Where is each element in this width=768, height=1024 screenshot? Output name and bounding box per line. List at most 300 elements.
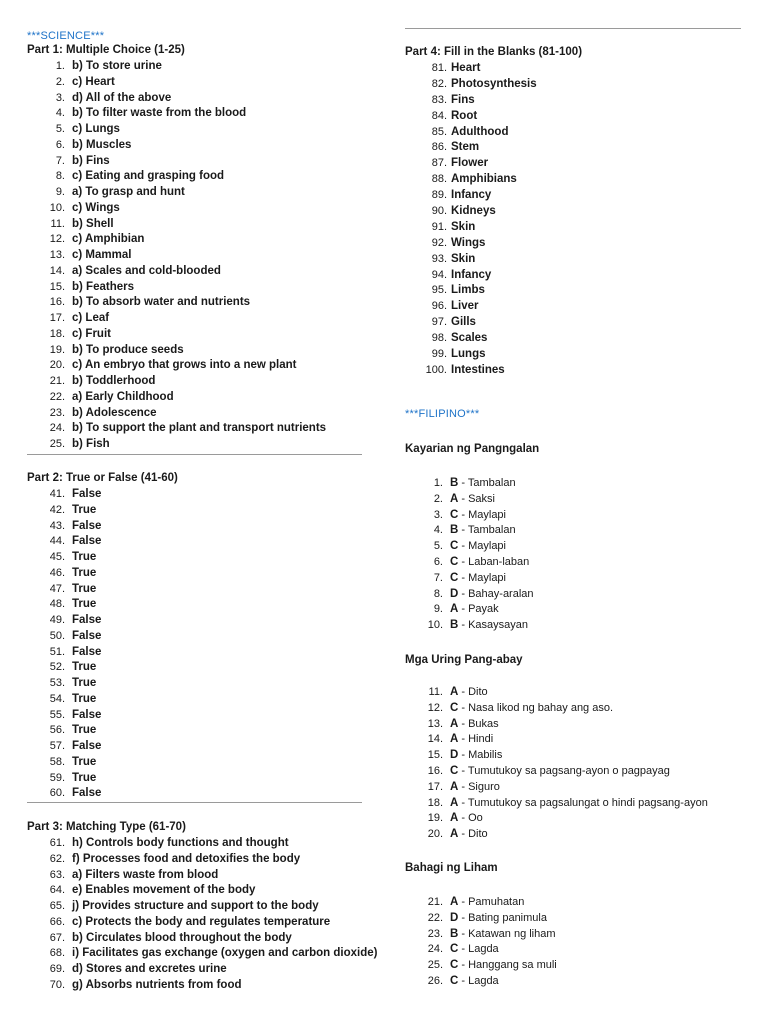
filipino-section-label: ***FILIPINO*** bbox=[405, 408, 480, 420]
answer-item bbox=[27, 487, 101, 503]
item-answer bbox=[443, 732, 493, 748]
item-answer: c) Mammal bbox=[72, 249, 132, 261]
answer-text: - Bahay-aralan bbox=[458, 587, 534, 600]
item-answer: Infancy bbox=[451, 189, 492, 202]
item-answer: h) Controls body functions and thought bbox=[72, 837, 289, 849]
item-number: 21. bbox=[427, 896, 443, 908]
item-number: 89. bbox=[431, 189, 447, 202]
item-answer: Infancy bbox=[451, 268, 492, 281]
answer-item bbox=[27, 550, 101, 566]
item-number: 44. bbox=[49, 535, 65, 548]
answer-letter: C bbox=[450, 943, 459, 956]
item-answer: b) To support the plant and transport nutrients bbox=[72, 422, 327, 435]
answer-letter: C bbox=[450, 764, 459, 777]
item-number: 11. bbox=[50, 217, 65, 230]
item-number: 98. bbox=[431, 332, 447, 345]
answer-item bbox=[405, 172, 537, 188]
item-number: 65. bbox=[49, 900, 65, 912]
answer-item bbox=[405, 61, 537, 77]
item-number: 16. bbox=[49, 296, 65, 309]
answer-item bbox=[405, 523, 534, 539]
item-number: 45. bbox=[49, 551, 65, 563]
item-number: 6. bbox=[55, 138, 65, 151]
part4-title: Part 4: Fill in the Blanks (81-100) bbox=[405, 46, 583, 58]
item-number: 20. bbox=[427, 828, 443, 841]
item-answer: b) Muscles bbox=[72, 138, 132, 151]
item-number: 4. bbox=[55, 107, 65, 120]
item-answer: Intestines bbox=[451, 363, 505, 376]
answer-letter: C bbox=[450, 571, 459, 584]
answer-text: - Saksi bbox=[458, 492, 495, 505]
answer-item bbox=[405, 476, 534, 492]
item-number: 86. bbox=[431, 141, 447, 154]
item-number: 13. bbox=[427, 717, 443, 730]
part3-title: Part 3: Matching Type (61-70) bbox=[27, 821, 186, 833]
item-answer: a) Early Childhood bbox=[72, 390, 174, 403]
item-answer: False bbox=[72, 535, 102, 548]
answer-item bbox=[27, 676, 101, 692]
item-answer bbox=[443, 571, 506, 587]
item-number: 15. bbox=[427, 749, 443, 762]
answer-item bbox=[27, 836, 377, 852]
item-answer bbox=[443, 476, 516, 492]
answer-item bbox=[405, 363, 537, 379]
answer-item bbox=[27, 358, 326, 374]
item-number: 83. bbox=[431, 93, 447, 106]
part4-list bbox=[405, 61, 537, 379]
answer-item bbox=[27, 613, 101, 629]
part1-title: Part 1: Multiple Choice (1-25) bbox=[27, 44, 185, 56]
item-number: 68. bbox=[49, 947, 65, 960]
answer-item bbox=[27, 59, 326, 75]
answer-item bbox=[27, 248, 326, 264]
answer-item bbox=[27, 138, 326, 154]
answer-item bbox=[27, 708, 101, 724]
answer-item bbox=[27, 201, 326, 217]
item-answer: Skin bbox=[451, 252, 476, 265]
answer-item bbox=[27, 519, 101, 535]
answer-item bbox=[405, 927, 557, 943]
answer-item bbox=[27, 582, 101, 598]
item-answer: i) Facilitates gas exchange (oxygen and carbon dioxide) bbox=[72, 947, 378, 960]
item-answer: b) Adolescence bbox=[72, 406, 157, 419]
item-answer: False bbox=[72, 519, 102, 532]
item-answer bbox=[443, 827, 488, 843]
answer-text: - Dito bbox=[458, 828, 488, 841]
item-number: 5. bbox=[55, 123, 65, 135]
item-answer: Root bbox=[451, 109, 478, 122]
item-answer bbox=[443, 602, 499, 618]
item-number: 54. bbox=[49, 692, 65, 705]
item-number: 5. bbox=[433, 540, 443, 553]
item-number: 2. bbox=[433, 492, 443, 505]
item-number: 18. bbox=[49, 327, 65, 340]
answer-item bbox=[27, 629, 101, 645]
item-number: 17. bbox=[427, 780, 443, 793]
answer-text: - Hindi bbox=[458, 733, 494, 746]
item-number: 14. bbox=[427, 733, 443, 746]
answer-letter: D bbox=[450, 587, 459, 600]
item-number: 7. bbox=[433, 571, 443, 584]
answer-item bbox=[27, 327, 326, 343]
item-answer: c) Eating and grasping food bbox=[72, 170, 225, 183]
item-number: 3. bbox=[433, 508, 443, 521]
item-answer bbox=[443, 685, 488, 701]
item-answer: True bbox=[72, 598, 97, 611]
answer-item bbox=[405, 911, 557, 927]
item-number: 100. bbox=[425, 363, 447, 376]
answer-letter: C bbox=[450, 959, 459, 972]
item-number: 69. bbox=[49, 963, 65, 975]
item-number: 18. bbox=[427, 796, 443, 809]
item-answer: Heart bbox=[451, 62, 481, 74]
item-answer: Gills bbox=[451, 316, 476, 329]
item-number: 25. bbox=[427, 959, 443, 972]
item-answer: True bbox=[72, 551, 97, 563]
item-answer: c) An embryo that grows into a new plant bbox=[72, 359, 297, 372]
item-answer: b) Circulates blood throughout the body bbox=[72, 931, 292, 944]
answer-item bbox=[27, 154, 326, 170]
answer-text: - Maylapi bbox=[458, 540, 506, 553]
kayarian-list bbox=[405, 476, 534, 634]
answer-item bbox=[27, 217, 326, 233]
answer-letter: C bbox=[450, 508, 459, 521]
answer-item bbox=[27, 915, 377, 931]
item-number: 12. bbox=[427, 701, 443, 714]
item-number: 8. bbox=[55, 170, 65, 183]
item-answer: Wings bbox=[451, 236, 486, 249]
item-answer: Amphibians bbox=[451, 173, 517, 186]
item-number: 1. bbox=[433, 477, 443, 489]
item-answer: g) Absorbs nutrients from food bbox=[72, 978, 242, 991]
item-number: 96. bbox=[431, 300, 447, 313]
item-number: 10. bbox=[427, 619, 443, 632]
answer-text: - Lagda bbox=[458, 974, 499, 987]
answer-letter: C bbox=[450, 701, 459, 714]
answer-item bbox=[27, 421, 326, 437]
pangabay-title: Mga Uring Pang-abay bbox=[405, 654, 523, 666]
item-number: 26. bbox=[427, 974, 443, 987]
item-answer: d) Stores and excretes urine bbox=[72, 963, 227, 975]
item-number: 10. bbox=[49, 201, 65, 214]
item-answer bbox=[443, 587, 534, 603]
answer-item bbox=[405, 188, 537, 204]
answer-item bbox=[405, 236, 537, 252]
item-number: 85. bbox=[431, 125, 447, 138]
liham-list bbox=[405, 895, 557, 990]
item-answer: c) Protects the body and regulates temperature bbox=[72, 915, 331, 928]
answer-item bbox=[405, 717, 708, 733]
item-number: 2. bbox=[55, 75, 65, 88]
item-answer: True bbox=[72, 724, 97, 737]
answer-text: - Hanggang sa muli bbox=[458, 959, 557, 972]
answer-item bbox=[405, 125, 537, 141]
item-number: 58. bbox=[49, 755, 65, 768]
item-answer: b) Fish bbox=[72, 438, 110, 450]
answer-item bbox=[27, 311, 326, 327]
answer-text: - Payak bbox=[458, 603, 499, 616]
answer-item bbox=[27, 978, 377, 994]
answer-item bbox=[27, 692, 101, 708]
answer-item bbox=[27, 739, 101, 755]
item-answer: True bbox=[72, 566, 97, 579]
item-number: 43. bbox=[49, 519, 65, 532]
divider-part1-part2 bbox=[27, 454, 362, 455]
answer-letter: A bbox=[450, 812, 459, 825]
item-number: 8. bbox=[433, 587, 443, 600]
item-answer bbox=[443, 508, 506, 524]
answer-item bbox=[27, 931, 377, 947]
answer-letter: C bbox=[450, 555, 459, 568]
answer-item bbox=[27, 723, 101, 739]
answer-text: - Maylapi bbox=[458, 508, 506, 521]
answer-item bbox=[27, 91, 326, 107]
item-number: 24. bbox=[49, 422, 65, 435]
item-answer: Adulthood bbox=[451, 125, 509, 138]
answer-text: - Bating panimula bbox=[458, 911, 547, 924]
item-answer: Fins bbox=[451, 93, 475, 106]
answer-letter: B bbox=[450, 524, 459, 537]
item-number: 61. bbox=[49, 837, 65, 849]
answer-item bbox=[27, 75, 326, 91]
answer-item bbox=[405, 283, 537, 299]
item-answer: a) Scales and cold-blooded bbox=[72, 264, 221, 277]
item-number: 19. bbox=[427, 812, 443, 825]
answer-text: - Tumutukoy sa pagsalungat o hindi pagsang-ayon bbox=[458, 796, 708, 809]
item-answer: a) Filters waste from blood bbox=[72, 868, 219, 881]
answer-item bbox=[405, 811, 708, 827]
answer-item bbox=[405, 508, 534, 524]
science-section-label: ***SCIENCE*** bbox=[27, 30, 105, 42]
answer-item bbox=[405, 252, 537, 268]
item-number: 95. bbox=[431, 284, 447, 297]
answer-item bbox=[405, 555, 534, 571]
item-answer: Flower bbox=[451, 157, 489, 170]
answer-item bbox=[405, 618, 534, 634]
item-answer: a) To grasp and hunt bbox=[72, 186, 185, 198]
item-answer: False bbox=[72, 708, 102, 721]
answer-item bbox=[27, 771, 101, 787]
item-answer: True bbox=[72, 755, 97, 768]
item-answer bbox=[443, 911, 547, 927]
answer-item bbox=[27, 899, 377, 915]
answer-item bbox=[27, 122, 326, 138]
answer-letter: C bbox=[450, 974, 459, 987]
item-answer bbox=[443, 523, 516, 539]
answer-item bbox=[27, 946, 377, 962]
answer-text: - Lagda bbox=[458, 943, 499, 956]
answer-text: - Maylapi bbox=[458, 571, 506, 584]
answer-item bbox=[27, 264, 326, 280]
item-answer bbox=[443, 796, 708, 812]
part2-title: Part 2: True or False (41-60) bbox=[27, 472, 178, 484]
item-number: 53. bbox=[49, 677, 65, 689]
item-number: 1. bbox=[55, 60, 65, 72]
item-number: 42. bbox=[49, 503, 65, 516]
item-answer bbox=[443, 539, 506, 555]
item-answer: b) Feathers bbox=[72, 280, 134, 293]
item-answer: b) Toddlerhood bbox=[72, 375, 156, 387]
item-answer: False bbox=[72, 488, 102, 500]
item-number: 13. bbox=[49, 249, 65, 261]
item-answer: False bbox=[72, 614, 102, 626]
answer-text: - Siguro bbox=[458, 780, 500, 793]
answer-item bbox=[27, 232, 326, 248]
item-number: 67. bbox=[49, 931, 65, 944]
item-number: 17. bbox=[49, 312, 65, 324]
answer-text: - Tambalan bbox=[458, 524, 516, 537]
answer-item bbox=[405, 220, 537, 236]
item-number: 52. bbox=[49, 661, 65, 674]
item-answer: c) Leaf bbox=[72, 312, 110, 324]
item-number: 93. bbox=[431, 252, 447, 265]
item-number: 84. bbox=[431, 109, 447, 122]
answer-text: - Tambalan bbox=[458, 477, 516, 489]
item-answer: True bbox=[72, 582, 97, 595]
answer-item bbox=[27, 374, 326, 390]
answer-item bbox=[405, 827, 708, 843]
item-answer bbox=[443, 974, 499, 990]
item-answer: True bbox=[72, 692, 97, 705]
item-answer: c) Lungs bbox=[72, 123, 120, 135]
answer-item bbox=[27, 390, 326, 406]
item-answer: Liver bbox=[451, 300, 479, 313]
item-number: 92. bbox=[431, 236, 447, 249]
answer-item bbox=[405, 204, 537, 220]
answer-letter: B bbox=[450, 927, 459, 940]
item-number: 41. bbox=[49, 488, 65, 500]
item-number: 55. bbox=[49, 708, 65, 721]
item-answer: e) Enables movement of the body bbox=[72, 884, 256, 897]
answer-letter: A bbox=[450, 733, 459, 746]
answer-item bbox=[27, 503, 101, 519]
item-number: 6. bbox=[433, 555, 443, 568]
divider-part2-part3 bbox=[27, 802, 362, 803]
item-number: 7. bbox=[55, 154, 65, 167]
item-answer: b) To absorb water and nutrients bbox=[72, 296, 251, 309]
answer-item bbox=[27, 645, 101, 661]
answer-item bbox=[27, 280, 326, 296]
item-number: 47. bbox=[49, 582, 65, 595]
answer-letter: B bbox=[450, 477, 459, 489]
item-answer bbox=[443, 717, 499, 733]
item-number: 19. bbox=[49, 343, 65, 356]
item-number: 9. bbox=[55, 186, 65, 198]
item-number: 59. bbox=[49, 771, 65, 784]
item-answer: True bbox=[72, 771, 97, 784]
item-answer bbox=[443, 895, 524, 911]
item-number: 9. bbox=[433, 603, 443, 616]
answer-text: - Kasaysayan bbox=[458, 619, 529, 632]
item-answer: True bbox=[72, 677, 97, 689]
item-number: 22. bbox=[49, 390, 65, 403]
answer-item bbox=[405, 492, 534, 508]
item-answer: b) Shell bbox=[72, 217, 114, 230]
item-number: 57. bbox=[49, 740, 65, 752]
answer-item bbox=[405, 942, 557, 958]
answer-letter: B bbox=[450, 619, 459, 632]
answer-text: - Pamuhatan bbox=[458, 896, 525, 908]
item-number: 23. bbox=[427, 927, 443, 940]
answer-item bbox=[405, 958, 557, 974]
item-answer bbox=[443, 780, 500, 796]
item-answer bbox=[443, 927, 556, 943]
answer-text: - Laban-laban bbox=[458, 555, 530, 568]
answer-item bbox=[27, 534, 101, 550]
item-answer bbox=[443, 748, 502, 764]
item-number: 25. bbox=[49, 438, 65, 450]
divider-top-right bbox=[405, 28, 741, 29]
answer-item bbox=[27, 660, 101, 676]
item-answer: False bbox=[72, 645, 102, 658]
item-number: 90. bbox=[431, 205, 447, 218]
item-number: 91. bbox=[431, 220, 447, 233]
item-answer: b) To store urine bbox=[72, 60, 162, 72]
answer-letter: C bbox=[450, 540, 459, 553]
answer-letter: A bbox=[450, 717, 459, 730]
item-answer: False bbox=[72, 740, 102, 752]
item-answer bbox=[443, 492, 495, 508]
item-number: 82. bbox=[431, 77, 447, 90]
answer-item bbox=[405, 156, 537, 172]
item-number: 99. bbox=[431, 348, 447, 361]
item-number: 94. bbox=[431, 268, 447, 281]
item-answer bbox=[443, 555, 529, 571]
kayarian-title: Kayarian ng Pangngalan bbox=[405, 443, 540, 455]
item-number: 56. bbox=[49, 724, 65, 737]
item-number: 24. bbox=[427, 943, 443, 956]
liham-title: Bahagi ng Liham bbox=[405, 862, 498, 874]
answer-letter: A bbox=[450, 828, 459, 841]
answer-item bbox=[27, 566, 101, 582]
item-answer: Scales bbox=[451, 332, 488, 345]
item-number: 81. bbox=[431, 62, 447, 74]
item-answer: c) Amphibian bbox=[72, 233, 145, 246]
part1-list bbox=[27, 59, 326, 453]
answer-item bbox=[405, 764, 708, 780]
answer-item bbox=[405, 299, 537, 315]
item-number: 60. bbox=[49, 787, 65, 800]
answer-item bbox=[27, 755, 101, 771]
item-answer: b) To produce seeds bbox=[72, 343, 184, 356]
answer-item bbox=[405, 780, 708, 796]
item-number: 87. bbox=[431, 157, 447, 170]
answer-letter: A bbox=[450, 796, 459, 809]
item-answer: Limbs bbox=[451, 284, 485, 297]
answer-letter: A bbox=[450, 780, 459, 793]
item-answer bbox=[443, 618, 528, 634]
part3-list bbox=[27, 836, 377, 994]
item-number: 4. bbox=[433, 524, 443, 537]
answer-item bbox=[405, 331, 537, 347]
answer-text: - Bukas bbox=[458, 717, 499, 730]
item-number: 49. bbox=[49, 614, 65, 626]
item-number: 63. bbox=[49, 868, 65, 881]
answer-item bbox=[405, 140, 537, 156]
answer-item bbox=[405, 539, 534, 555]
item-answer: Stem bbox=[451, 141, 480, 154]
item-number: 21. bbox=[49, 375, 65, 387]
item-answer: Lungs bbox=[451, 348, 486, 361]
pangabay-list bbox=[405, 685, 708, 843]
answer-item bbox=[405, 587, 534, 603]
answer-item bbox=[27, 295, 326, 311]
answer-item bbox=[405, 732, 708, 748]
item-answer bbox=[443, 958, 557, 974]
answer-item bbox=[27, 343, 326, 359]
answer-item bbox=[27, 962, 377, 978]
item-answer bbox=[443, 942, 499, 958]
